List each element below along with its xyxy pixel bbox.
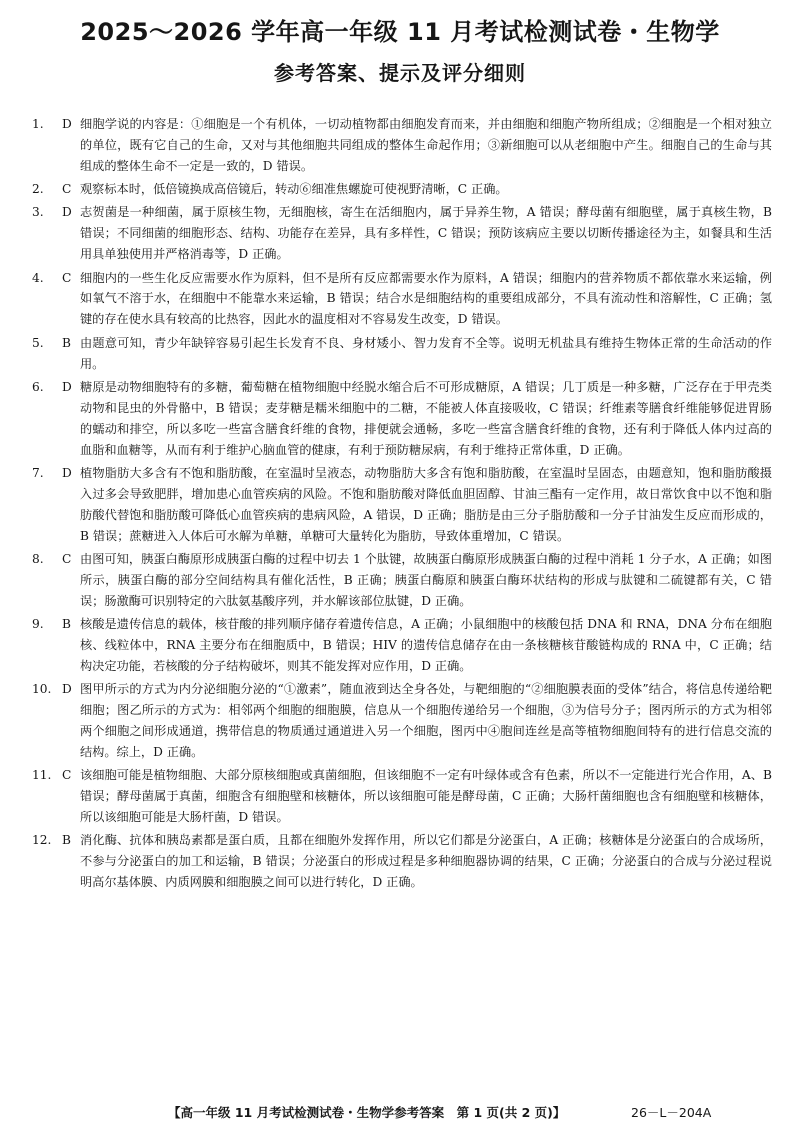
answer-number: 7. bbox=[32, 465, 44, 480]
answer-choice: D bbox=[62, 117, 72, 131]
answer-number: 12. bbox=[32, 833, 52, 848]
answer-item bbox=[32, 463, 772, 547]
footer-page-info: 【高一年级 11 月考试检测试卷・生物学参考答案 第 1 页(共 2 页)】 bbox=[168, 1105, 566, 1120]
answer-choice: D bbox=[62, 379, 72, 394]
answer-number: 4. bbox=[32, 270, 44, 285]
page-title: 2025～2026 学年高一年级 11 月考试检测试卷・生物学 bbox=[80, 18, 720, 46]
answer-choice: B bbox=[62, 833, 71, 848]
answer-explanation: 观察标本时，低倍镜换成高倍镜后，转动⑥细准焦螺旋可使视野清晰，C 正确。 bbox=[80, 182, 508, 197]
answer-number: 5. bbox=[32, 335, 44, 350]
answer-item bbox=[32, 830, 772, 893]
answer-number: 2. bbox=[32, 182, 44, 197]
answer-item bbox=[32, 268, 772, 331]
answer-choice: B bbox=[62, 616, 71, 631]
answer-item bbox=[32, 377, 772, 461]
answer-explanation: 核酸是遗传信息的载体，核苷酸的排列顺序储存着遗传信息，A 正确；小鼠细胞中的核酸包括 DNA 和 RNA，DNA 分布在细胞核、线粒体中，RNA 主要分布在细胞质中，B 错误；HIV 的遗传信息储存在由一条核糖核苷酸链构成的 RNA 中，C 正确；结构决定功能，若核酸的分子结构破坏，则其不能发挥对应作用，D 正确。 bbox=[80, 616, 772, 673]
answer-explanation: 植物脂肪大多含有不饱和脂肪酸，在室温时呈液态，动物脂肪大多含有饱和脂肪酸，在室温时呈固态，由题意知，饱和脂肪酸摄入过多会导致肥胖，增加患心血管疾病的风险。不饱和脂肪酸对降低血胆固醇、甘油三酯有一定作用，故日常饮食中以不饱和脂肪酸代替饱和脂肪酸可降低心血管疾病的患病风险，A 错误，D 正确；脂肪是由三分子脂肪酸和一分子甘油发生反应而形成的，B 错误；蔗糖进入人体后可水解为单糖，单糖可大量转化为脂肪，导致体重增加，C 错误。 bbox=[80, 465, 772, 543]
answer-choice: C bbox=[62, 551, 72, 566]
answer-explanation: 由题意可知，青少年缺锌容易引起生长发育不良、身材矮小、智力发育不全等。说明无机盐具有维持生物体正常的生命活动的作用。 bbox=[80, 335, 772, 371]
answer-number: 9. bbox=[32, 616, 44, 631]
answer-item bbox=[32, 549, 772, 612]
answer-choice: D bbox=[62, 465, 72, 480]
answer-choice: D bbox=[62, 205, 72, 220]
answer-number: 3. bbox=[32, 205, 44, 220]
answer-number: 1. bbox=[32, 117, 44, 131]
answer-number: 11. bbox=[32, 768, 52, 783]
answer-explanation: 该细胞可能是植物细胞、大部分原核细胞或真菌细胞，但该细胞不一定有叶绿体或含有色素，所以不一定能进行光合作用，A、B 错误；酵母菌属于真菌，细胞含有细胞壁和核糖体，所以该细胞可能是酵母菌，C 正确；大肠杆菌细胞也含有细胞壁和核糖体，所以该细胞可能是大肠杆菌，D 错误。 bbox=[80, 768, 772, 824]
answer-choice: C bbox=[62, 270, 72, 285]
footer-code: 26－L－204A bbox=[631, 1105, 712, 1120]
answer-explanation: 糖原是动物细胞特有的多糖，葡萄糖在植物细胞中经脱水缩合后不可形成糖原，A 错误；几丁质是一种多糖，广泛存在于甲壳类动物和昆虫的外骨骼中，B 错误；麦芽糖是糯米细胞中的二糖，不能被人体直接吸收，C 错误；纤维素等膳食纤维能够促进胃肠的蠕动和排空，所以多吃一些富含膳食纤维的食物，排便就会通畅，多吃一些富含膳食纤维的食物，还有利于降低人体内过高的血脂和血糖等，从而有利于维护心脑血管的健康，有利于预防糖尿病，有利于维持正常体重，D 正确。 bbox=[80, 379, 772, 457]
answer-item bbox=[32, 614, 772, 677]
answer-explanation: 细胞内的一些生化反应需要水作为原料，但不是所有反应都需要水作为原料，A 错误；细胞内的营养物质不都依靠水来运输，例如氧气不溶于水，在细胞中不能靠水来运输，B 错误；结合水是细胞结构的重要组成部分，不具有流动性和溶解性，C 正确；氢键的存在使水具有较高的比热容，因此水的温度相对不容易发生改变，D 错误。 bbox=[80, 270, 772, 327]
page-subtitle: 参考答案、提示及评分细则 bbox=[274, 61, 526, 85]
answer-item bbox=[32, 179, 772, 200]
answer-choice: C bbox=[62, 182, 72, 197]
answer-explanation: 志贺菌是一种细菌，属于原核生物，无细胞核，寄生在活细胞内，属于异养生物，A 错误；酵母菌有细胞壁，属于真核生物，B 错误；不同细菌的细胞形态、结构、功能存在差异，具有多样性，C 错误；预防该病应主要以切断传播途径为主，如餐具和生活用具单独使用并严格消毒等，D 正确。 bbox=[80, 205, 772, 262]
answer-item bbox=[32, 765, 772, 828]
answer-explanation: 消化酶、抗体和胰岛素都是蛋白质，且都在细胞外发挥作用，所以它们都是分泌蛋白，A 正确；核糖体是分泌蛋白的合成场所，不参与分泌蛋白的加工和运输，B 错误；分泌蛋白的形成过程是多种细胞器协调的结果，C 正确；分泌蛋白的合成与分泌过程说明高尔基体膜、内质网膜和细胞膜之间可以进行转化，D 正确。 bbox=[80, 833, 772, 890]
answer-number: 10. bbox=[32, 682, 52, 697]
answer-choice: B bbox=[62, 335, 71, 350]
answer-number: 6. bbox=[32, 379, 44, 394]
answer-choice: C bbox=[62, 768, 72, 783]
answer-explanation: 由图可知，胰蛋白酶原形成胰蛋白酶的过程中切去 1 个肽键，故胰蛋白酶原形成胰蛋白酶的过程中消耗 1 分子水，A 正确；如图所示，胰蛋白酶的部分空间结构具有催化活性，B 正确；胰蛋白酶原和胰蛋白酶环状结构的形成与肽键和二硫键都有关，C 错误；肠激酶可识别特定的六肽氨基酸序列，并水解该部位肽键，D 正确。 bbox=[80, 551, 772, 608]
answer-item bbox=[32, 679, 772, 763]
answer-choice: D bbox=[62, 682, 72, 697]
answer-list bbox=[32, 114, 772, 895]
answer-number: 8. bbox=[32, 551, 44, 566]
answer-item bbox=[32, 114, 772, 177]
answer-explanation: 图甲所示的方式为内分泌细胞分泌的“①激素”，随血液到达全身各处，与靶细胞的“②细胞膜表面的受体”结合，将信息传递给靶细胞；图乙所示的方式为：相邻两个细胞的细胞膜，信息从一个细胞传递给另一个细胞，③为信号分子；图丙所示的方式为相邻两个细胞之间形成通道，携带信息的物质通过通道进入另一个细胞，图丙中④胞间连丝是高等植物细胞间特有的进行信息交流的结构。综上，D 正确。 bbox=[80, 682, 772, 759]
answer-item bbox=[32, 333, 772, 375]
answer-explanation: 细胞学说的内容是：①细胞是一个有机体，一切动植物都由细胞发育而来，并由细胞和细胞产物所组成；②细胞是一个相对独立的单位，既有它自己的生命，又对与其他细胞共同组成的整体生命起作用；③新细胞可以从老细胞中产生。细胞自己的生命与其组成的整体生命不一定是一致的，D 错误。 bbox=[80, 117, 772, 173]
answer-item bbox=[32, 202, 772, 265]
